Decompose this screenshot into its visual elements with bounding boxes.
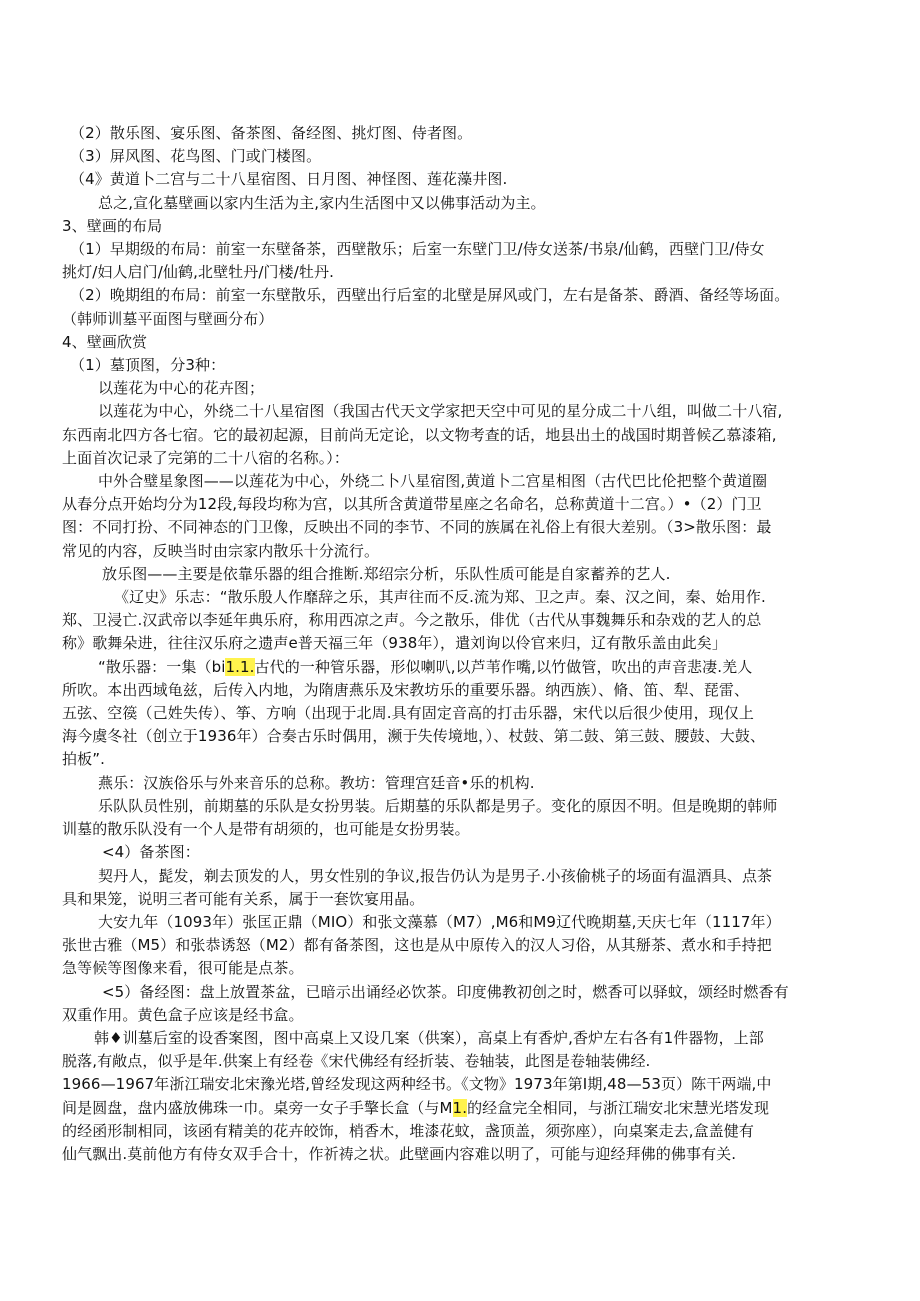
- paragraph-line: （2）晚期组的布局：前室一东壁散乐，西壁出行后室的北壁是屏风或门，左右是备茶、爵酒、备经等场面。: [70, 286, 790, 305]
- line-text: “散乐器：一集（bi: [98, 657, 226, 676]
- paragraph-line: 拍板”.: [62, 750, 105, 769]
- paragraph-line: [62, 1097, 864, 1120]
- paragraph-line: 从春分点开始均分为12段,每段均称为宫，以其所含黄道带星座之名命名，总称黄道十二宫。）•（2）门卫: [62, 495, 762, 514]
- paragraph-line: （3）屏风图、花鸟图、门或门楼图。: [70, 147, 322, 166]
- paragraph-line: 以莲花为中心的花卉图；: [98, 379, 265, 398]
- paragraph-line: 1966—1967年浙江瑞安北宋豫光塔,曾经发现这两种经书。《文物》1973年第Ⅰ期,48—53页）陈干两端,中: [62, 1075, 772, 1094]
- line-text: 的经盒完全相同，与浙江瑞安北宋慧光塔发现: [467, 1098, 770, 1117]
- paragraph-line: 乐队队员性别，前期墓的乐队是女扮男装。后期墓的乐队都是男子。变化的原因不明。但是晚期的韩师: [98, 796, 778, 815]
- highlighted-text: 1.: [452, 1098, 468, 1117]
- paragraph-line: 以莲花为中心，外绕二十八星宿图（我国古代天文学家把天空中可见的星分成二十八组，叫做二十八宿,: [98, 402, 783, 421]
- paragraph-line: 所吹。本出西域龟兹，后传入内地，为隋唐燕乐及宋教坊乐的重要乐器。纳西族）、脩、笛、犁、琵雷、: [62, 680, 750, 699]
- paragraph-line: 急等候等图像来看，很可能是点茶。: [62, 959, 304, 978]
- highlighted-text: 1.1.: [225, 657, 255, 676]
- paragraph-line: （1）墓顶图，分3种：: [70, 356, 226, 375]
- line-text: 间是圆盘，盘内盛放佛珠一巾。桌旁一女子手擎长盒（与M: [62, 1098, 453, 1117]
- paragraph-line: 挑灯/妇人启门/仙鹤,北壁牡丹/门楼/牡丹.: [62, 263, 334, 282]
- paragraph-line: 仙气飘出.莫前他方有侍女双手合十，作祈祷之状。此壁画内容难以明了，可能与迎经拜佛的佛事有关.: [62, 1144, 737, 1163]
- paragraph-line: 的经函形制相同，该函有精美的花卉皎饰，梢香木，堆漆花蚊，盏顶盖，须弥座），向桌案走去,盒盖健有: [62, 1121, 754, 1140]
- paragraph-line: <4）备茶图：: [102, 843, 200, 862]
- paragraph-line: 放乐图——主要是依靠乐器的组合推断.郑绍宗分析，乐队性质可能是自家蓄养的艺人.: [102, 564, 671, 583]
- paragraph-line: 称》歌舞朵进，往往汉乐府之遗声e普天福三年（938年），遣刘询以伶官来归，辽有散乐盖由此矣」: [62, 634, 727, 653]
- paragraph-line: 郑、卫浸亡.汉武帝以李延年典乐府，称用西凉之声。今之散乐，俳优（古代从事魏舞乐和杂戏的艺人的总: [62, 611, 762, 630]
- section-heading: 4、壁画欣赏: [62, 332, 148, 351]
- paragraph-line: 东西南北四方各七宿。它的最初起源，目前尚无定论，以文物考查的话，地县出土的战国时期普候乙慕漆箱,: [62, 425, 777, 444]
- paragraph-line: 总之,宣化墓壁画以家内生活为主,家内生活图中又以佛事活动为主。: [98, 193, 546, 212]
- paragraph-line: （4》黄道卜二宫与二十八星宿图、日月图、神怪图、莲花藻井图.: [70, 170, 508, 189]
- paragraph-line: 《辽史》乐志：“散乐殷人作靡辞之乐，其声往而不反.流为郑、卫之声。秦、汉之间，秦、始用作.: [114, 588, 766, 607]
- document-page: [62, 122, 864, 1166]
- paragraph-line: 中外合璧星象图——以莲花为中心，外绕二卜八星宿图,黄道卜二宫星相图（古代巴比伦把整个黄道圈: [98, 472, 768, 491]
- paragraph-line: 契丹人，髭发，剃去顶发的人，男女性别的争议,报告仍认为是男子.小孩偷桃子的场面有温酒具、点茶: [98, 866, 773, 885]
- paragraph-line: [62, 656, 864, 679]
- paragraph-line: 韩♦训墓后室的设香案图，图中高桌上又设几案（供案），高桌上有香炉,香炉左右各有1件器物，上部: [94, 1028, 764, 1047]
- paragraph-line: 海今虞冬社（创立于1936年）合奏古乐时偶用，濒于失传境地，）、杖鼓、第二鼓、第三鼓、腰鼓、大鼓、: [62, 727, 766, 746]
- paragraph-line: （韩师训墓平面图与壁画分布）: [62, 309, 274, 328]
- paragraph-line: （2）散乐图、宴乐图、备茶图、备经图、挑灯图、侍者图。: [70, 124, 473, 142]
- section-heading: 3、壁画的布局: [62, 216, 163, 235]
- paragraph-line: 上面首次记录了完第的二十八宿的名称。）：: [62, 448, 350, 467]
- paragraph-line: 五弦、空篌（己姓失传）、筝、方响（出现于北周.具有固定音高的打击乐器，宋代以后很少使用，现仅上: [62, 704, 754, 723]
- paragraph-line: 具和果笼，说明三者可能有关系，属于一套饮宴用晶。: [62, 889, 425, 908]
- paragraph-line: 燕乐：汉族俗乐与外来音乐的总称。教坊：管理宫廷音•乐的机构.: [98, 773, 535, 792]
- paragraph-line: 张世古雅（M5）和张恭诱怒（M2）都有备茶图，这也是从中原传入的汉人习俗，从其掰茶、煮水和手持把: [62, 936, 772, 955]
- paragraph-line: （1）早期级的布局：前室一东壁备茶，西壁散乐；后室一东壁门卫/侍女送茶/书泉/仙鹤，西壁门卫/侍女: [70, 240, 765, 259]
- paragraph-line: 双重作用。黄色盒子应该是经书盒。: [62, 1005, 304, 1024]
- paragraph-line: <5）备经图：盘上放置茶盆，已暗示出诵经必饮茶。印度佛教初创之时，燃香可以驿蚊，颂经时燃香有: [102, 982, 789, 1001]
- paragraph-line: 训墓的散乐队没有一个人是带有胡须的，也可能是女扮男装。: [62, 820, 470, 839]
- line-text: 古代的一种管乐器，形似喇叭,以芦苇作嘴,以竹做管，吹出的声音悲凄.羌人: [254, 657, 753, 676]
- paragraph-line: 常见的内容，反映当时由宗家内散乐十分流行。: [62, 541, 380, 560]
- paragraph-line: 图：不同打扮、不同神态的门卫像，反映出不同的李节、不同的族属在礼俗上有很大差别。（3>散乐图：最: [62, 518, 772, 537]
- paragraph-line: 大安九年（1093年）张匡正鼎（MIO）和张文藻慕（M7）,M6和M9辽代晚期墓,天庆七年（1117年）: [98, 912, 781, 931]
- paragraph-line: 脱落,有敞点，似乎是年.供案上有经卷《宋代佛经有经折装、卷轴装，此图是卷轴装佛经.: [62, 1052, 651, 1071]
